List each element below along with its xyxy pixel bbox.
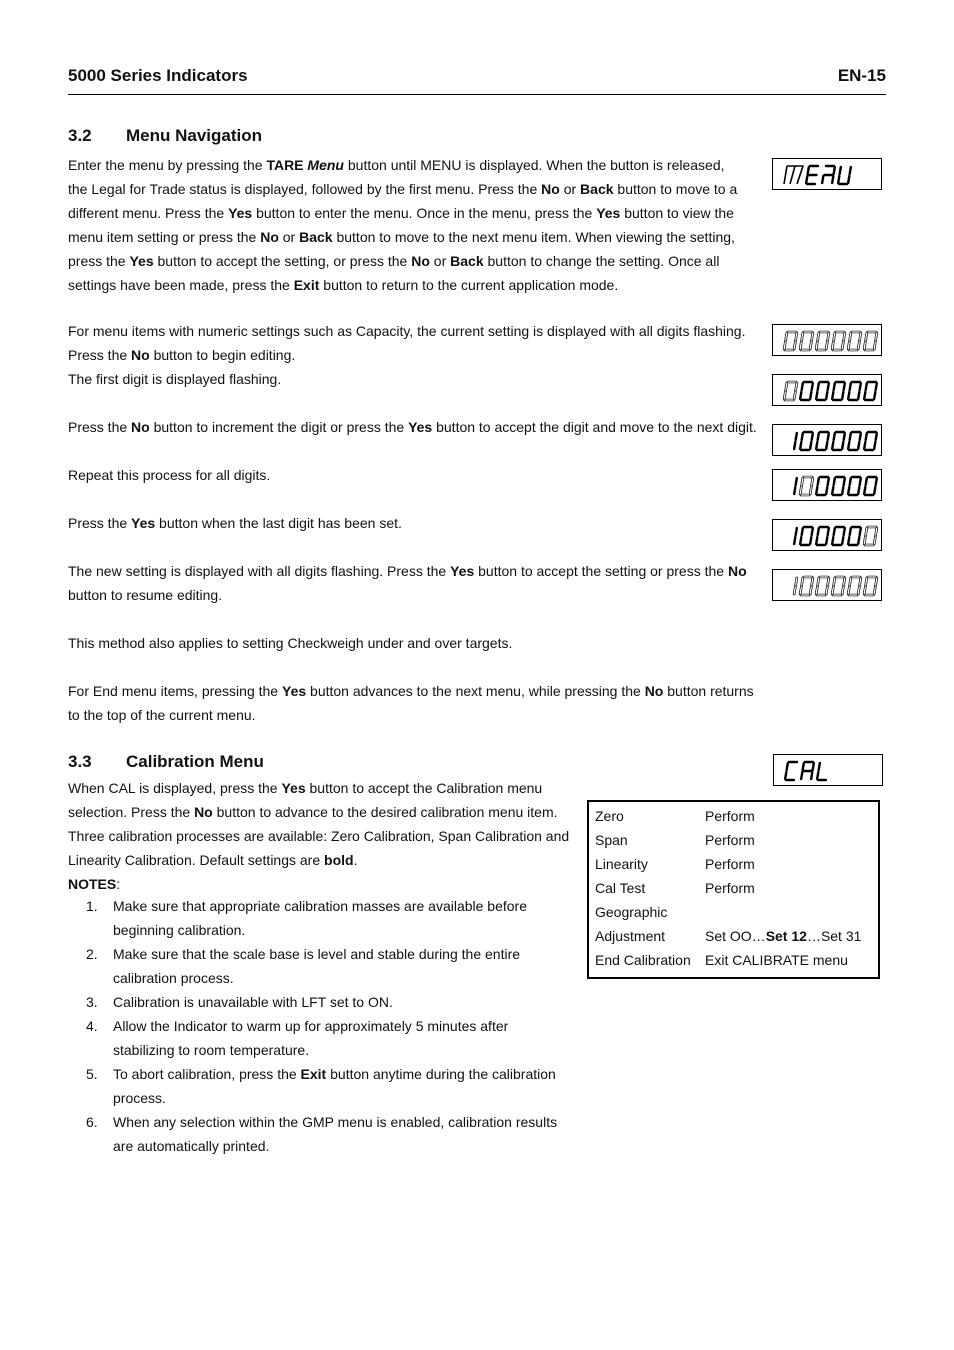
lcd-digit: [838, 167, 851, 184]
lcd-digit: [816, 332, 829, 350]
lcd-segments: [773, 570, 883, 602]
lcd-digit: [794, 433, 797, 449]
lcd-digit: [784, 332, 797, 350]
lcd-digit: [832, 527, 845, 545]
lcd-digit: [794, 528, 797, 544]
table-row: Adjustment Set OO…Set 12…Set 31: [595, 928, 862, 944]
lcd-digit: [864, 527, 877, 545]
lcd-display-all-flashing: [772, 324, 882, 356]
lcd-digit: [848, 432, 861, 450]
lcd-digit: [816, 382, 829, 400]
lcd-digit: [832, 332, 845, 350]
increment-digit-paragraph: Press the No button to increment the digit or press the Yes button to accept the digit and move to the next digit.: [68, 419, 757, 435]
lcd-digit: [848, 577, 861, 595]
menu-navigation-paragraph: Enter the menu by pressing the TARE Menu button until MENU is displayed. When the button is released, the Legal for Trade status is displayed, followed by the first menu. Press the No or Back button to move to a different menu. Press the Yes button to enter the menu. Once in the menu, press the Yes button to view the menu item setting or press the No or Back button to move to the next menu item. When viewing the setting, press the Yes button to accept the setting, or press the No or Back button to change the setting. Once all settings have been made, press the Exit button to return to the current application mode.: [68, 157, 738, 293]
section-heading-calibration-menu: 3.3 Calibration Menu: [68, 752, 264, 771]
lcd-display-cal: [773, 754, 883, 786]
lcd-digit: [816, 527, 829, 545]
lcd-digit: [800, 577, 813, 595]
lcd-display-menu: [772, 158, 882, 190]
notes-label: NOTES: [68, 876, 117, 892]
lcd-segments: [773, 520, 883, 552]
lcd-digit: [848, 477, 861, 495]
lcd-digit: [800, 477, 813, 495]
calibration-paragraph: When CAL is displayed, press the Yes button to accept the Calibration menu selection. Press the No button to advance to the desired calibration menu item. Three calibration processes are available: Zero Calibration, Span Calibration and Linearity Calibration. Default settings are bold. NOTES:: [68, 780, 570, 892]
table-row: Linearity Perform: [595, 856, 755, 872]
calibration-table: [587, 800, 880, 979]
lcd-digit: [848, 332, 861, 350]
lcd-digit: [832, 477, 845, 495]
lcd-digit: [848, 527, 861, 545]
lcd-display-second-digit: [772, 469, 882, 501]
lcd-digit: [784, 382, 797, 400]
lcd-digit: [817, 763, 826, 780]
lcd-digit: [864, 577, 877, 595]
last-digit-paragraph: Press the Yes button when the last digit has been set.: [68, 515, 402, 531]
lcd-digit: [816, 577, 829, 595]
lcd-digit: [800, 527, 813, 545]
lcd-digit: [848, 382, 861, 400]
checkweigh-paragraph: This method also applies to setting Checkweigh under and over targets.: [68, 635, 513, 651]
lcd-digit: [800, 332, 813, 350]
lcd-display-new-setting: [772, 569, 882, 601]
repeat-paragraph: Repeat this process for all digits.: [68, 467, 271, 483]
numeric-settings-paragraph: For menu items with numeric settings such as Capacity, the current setting is displayed with all digits flashing. Press the No button to begin editing. The first digit is displayed flashing.: [68, 323, 746, 387]
lcd-digit: [801, 762, 814, 779]
lcd-digit: [832, 432, 845, 450]
table-row: Cal Test Perform: [595, 880, 755, 896]
lcd-digit: [832, 577, 845, 595]
lcd-segments: [774, 755, 884, 787]
lcd-display-increment: [772, 424, 882, 456]
section-heading-menu-navigation: 3.2 Menu Navigation: [68, 126, 263, 145]
lcd-digit: [864, 432, 877, 450]
table-row: Geographic: [595, 904, 668, 920]
lcd-digit: [794, 478, 797, 494]
lcd-digit: [800, 382, 813, 400]
lcd-segments: [773, 375, 883, 407]
lcd-segments: [773, 325, 883, 357]
lcd-digit: [832, 382, 845, 400]
table-row: Zero Perform: [595, 808, 755, 824]
lcd-segments: [773, 470, 883, 502]
lcd-digit: [864, 332, 877, 350]
document-title: 5000 Series Indicators: [68, 66, 248, 85]
new-setting-paragraph: The new setting is displayed with all digits flashing. Press the Yes button to accept the setting or press the No button to resume editing.: [68, 563, 747, 603]
table-row: Span Perform: [595, 832, 755, 848]
lcd-digit: [806, 166, 818, 184]
page-number: EN-15: [837, 66, 886, 85]
lcd-digit: [794, 578, 797, 594]
lcd-digit: [784, 166, 803, 184]
lcd-digit: [816, 432, 829, 450]
lcd-digit: [822, 166, 835, 183]
lcd-segments: [773, 425, 883, 457]
header-rule: [68, 94, 886, 95]
lcd-digit: [800, 432, 813, 450]
lcd-digit: [864, 477, 877, 495]
table-row: End Calibration Exit CALIBRATE menu: [595, 952, 848, 968]
lcd-digit: [864, 382, 877, 400]
lcd-display-first-digit-flashing: [772, 374, 882, 406]
lcd-display-last-digit: [772, 519, 882, 551]
lcd-digit: [816, 477, 829, 495]
end-menu-paragraph: For End menu items, pressing the Yes button advances to the next menu, while pressing the No button returns to the top of the current menu.: [68, 683, 754, 723]
lcd-digit: [785, 762, 797, 780]
lcd-segments: [773, 159, 883, 191]
